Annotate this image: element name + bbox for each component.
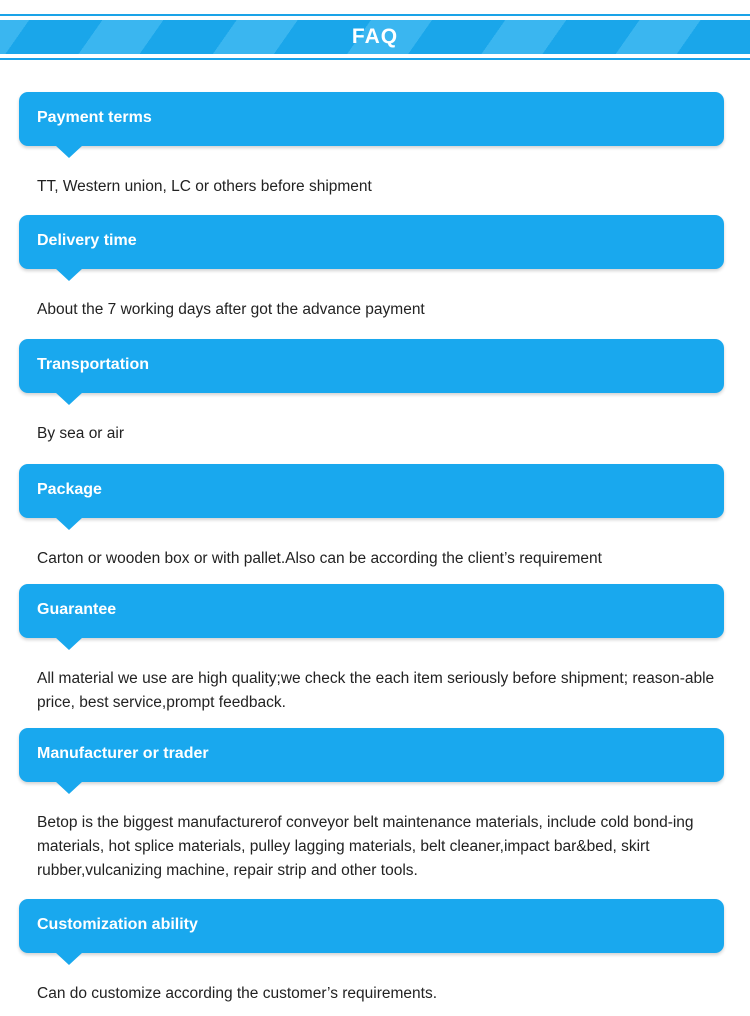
faq-question-box [19,92,724,146]
faq-item-payment-terms [19,92,724,146]
speech-pointer-icon [55,781,83,794]
faq-question-box [19,464,724,518]
faq-item-customization-ability [19,899,724,953]
faq-question: Transportation [37,356,150,373]
faq-answer-package: Carton or wooden box or with pallet.Also can be according the client’s requirement [37,550,602,567]
faq-question-box [19,728,724,782]
faq-question: Delivery time [37,232,137,249]
faq-question-box [19,215,724,269]
faq-item-package [19,464,724,518]
faq-answer-transportation: By sea or air [37,425,125,442]
faq-question: Manufacturer or trader [37,745,209,762]
speech-pointer-icon [55,145,83,158]
faq-question: Payment terms [37,109,152,126]
speech-pointer-icon [55,952,83,965]
faq-answer-manufacturer-or-trader: Betop is the biggest manufacturerof conveyor belt maintenance materials, include cold bond-ing materials, hot splice materials, pulley lagging materials, belt cleaner,impact bar&bed, skirt rubber,vulcanizing machine, repair strip and other tools. [37,814,694,879]
faq-answer-guarantee: All material we use are high quality;we check the each item seriously before shipment; reason-able price, best service,prompt feedback. [37,670,715,711]
faq-question-box [19,899,724,953]
faq-banner [0,14,750,60]
faq-answer-delivery-time: About the 7 working days after got the advance payment [37,301,425,318]
speech-pointer-icon [55,268,83,281]
faq-item-guarantee [19,584,724,638]
page-title: FAQ [351,25,399,48]
faq-item-manufacturer-or-trader [19,728,724,782]
faq-answer-customization-ability: Can do customize according the customer’s requirements. [37,985,438,1002]
faq-item-transportation [19,339,724,393]
faq-question: Guarantee [37,601,117,618]
banner-top-rule [0,14,750,16]
banner-bottom-rule [0,58,750,60]
faq-question-box [19,584,724,638]
faq-answer-payment-terms: TT, Western union, LC or others before shipment [37,178,372,195]
faq-item-delivery-time [19,215,724,269]
faq-question-box [19,339,724,393]
speech-pointer-icon [55,637,83,650]
faq-question: Package [37,481,102,498]
faq-question: Customization ability [37,916,198,933]
speech-pointer-icon [55,517,83,530]
speech-pointer-icon [55,392,83,405]
